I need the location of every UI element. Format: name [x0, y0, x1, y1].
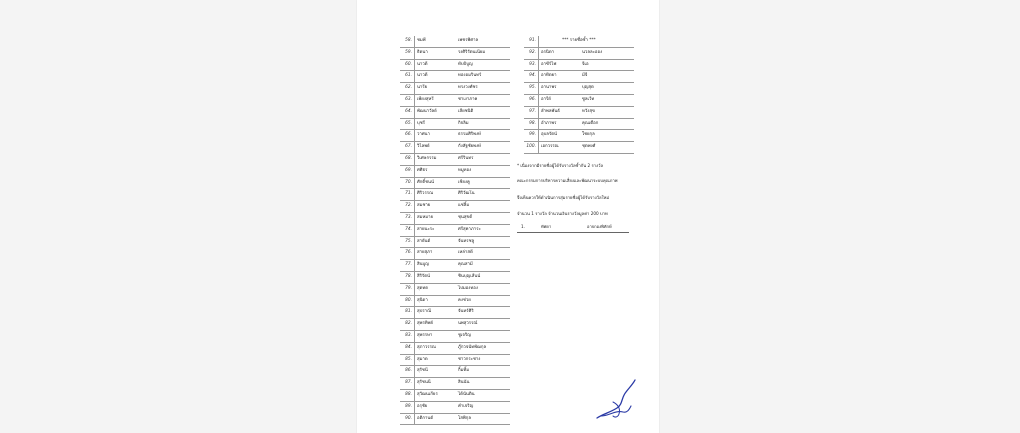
- left-name-list: [400, 36, 510, 425]
- first-name: สุภาวรรณ: [417, 344, 436, 350]
- first-name: สุพรทิพย์: [417, 321, 433, 327]
- first-name: สุรัชนี: [417, 368, 428, 374]
- last-name: เชียงคู: [458, 179, 470, 185]
- first-name: อรนิดา: [541, 49, 555, 55]
- first-name: อรุชัย: [417, 403, 428, 409]
- first-name: สายสุภา: [417, 250, 433, 256]
- table-row: [524, 107, 634, 119]
- table-row: [524, 48, 634, 60]
- first-name: วิเศษกรรม: [417, 155, 437, 161]
- table-row: [400, 213, 510, 225]
- first-name: เอกวรรณ: [541, 144, 559, 150]
- table-row: [400, 378, 510, 390]
- note-line-1: * เนื่องจากมีรายชื่อผู้ได้รับรางวัลซ้ำกัน 2 รางวัล: [517, 163, 604, 168]
- row-divider: [414, 48, 415, 59]
- list-header-row: [524, 36, 634, 48]
- table-row: [400, 248, 510, 260]
- table-row: [400, 296, 510, 308]
- table-row: [400, 71, 510, 83]
- last-name: ได้นันติน: [458, 391, 475, 397]
- row-divider: [538, 48, 539, 59]
- table-row: [400, 366, 510, 378]
- last-name: เหล่าสดี: [458, 250, 473, 256]
- last-name: กิ้มทิ้ม: [458, 368, 470, 374]
- last-name: คุณสามี: [458, 262, 473, 268]
- row-number: 68.: [405, 155, 412, 161]
- first-name: นาวดี: [417, 73, 428, 79]
- row-divider: [414, 390, 415, 401]
- table-row: [400, 260, 510, 272]
- first-name: สุพรรษา: [417, 332, 433, 338]
- row-divider: [414, 366, 415, 377]
- table-row: [400, 95, 510, 107]
- row-number: 60.: [405, 61, 412, 67]
- last-name: รงศิริรัตนเนียม: [458, 49, 486, 55]
- table-row: [400, 331, 510, 343]
- first-name: วิไลพย์: [417, 144, 430, 150]
- table-row: [400, 307, 510, 319]
- table-row: [400, 60, 510, 72]
- signature-image: [593, 378, 639, 422]
- row-divider: [538, 95, 539, 106]
- table-row: [400, 48, 510, 60]
- row-number: 82.: [405, 321, 412, 327]
- first-name: อุบลรัตน์: [541, 132, 557, 138]
- table-row: [400, 355, 510, 367]
- table-row: [400, 284, 510, 296]
- row-divider: [538, 83, 539, 94]
- row-divider: [414, 237, 415, 248]
- row-divider: [538, 130, 539, 141]
- row-number: 89.: [405, 403, 412, 409]
- row-divider: [414, 166, 415, 177]
- table-row: [400, 119, 510, 131]
- row-number: 72.: [405, 203, 412, 209]
- row-number: 69.: [405, 167, 412, 173]
- row-number: 76.: [405, 250, 412, 256]
- last-name: ใชยกุล: [582, 132, 595, 138]
- table-row: [400, 166, 510, 178]
- table-row: [400, 201, 510, 213]
- winner-number: 1.: [521, 224, 525, 229]
- first-name: สุปราณี: [417, 309, 432, 315]
- duplicate-header: *** รายชื่อซ้ำ ***: [562, 38, 596, 43]
- row-number: 80.: [405, 297, 412, 303]
- last-name: มีจี: [582, 73, 588, 79]
- first-name: สิริรัตน์: [417, 273, 430, 279]
- first-name: พัฒนาวัลย์: [417, 108, 437, 114]
- last-name: ธรรมศิริพงษ์: [458, 132, 481, 138]
- last-name: ศรีรินทร: [458, 155, 474, 161]
- first-name: ฮำพลพันธ์: [541, 108, 560, 114]
- row-number: 78.: [405, 273, 412, 279]
- row-number: 58.: [405, 38, 412, 43]
- first-name: บุชรี: [417, 120, 425, 126]
- row-number: 64.: [405, 108, 412, 114]
- row-number: 97.: [529, 108, 536, 114]
- row-divider: [538, 119, 539, 130]
- table-row: [524, 142, 634, 154]
- row-divider: [414, 296, 415, 307]
- row-divider: [414, 378, 415, 389]
- row-divider: [414, 355, 415, 366]
- row-divider: [538, 142, 539, 153]
- row-number: 74.: [405, 226, 412, 232]
- row-divider: [538, 60, 539, 71]
- row-number: 63.: [405, 96, 412, 102]
- row-number: 93.: [529, 61, 536, 67]
- row-divider: [414, 154, 415, 165]
- row-divider: [414, 201, 415, 212]
- row-divider: [414, 95, 415, 106]
- first-name: ศักดิ์ชนน์: [417, 179, 434, 185]
- row-divider: [414, 331, 415, 342]
- row-number: 95.: [529, 85, 536, 91]
- last-name: เพชรพิศาล: [458, 38, 479, 43]
- row-number: 61.: [405, 73, 412, 79]
- table-row: [400, 272, 510, 284]
- table-row: [524, 71, 634, 83]
- first-name: สุนิดา: [417, 297, 428, 303]
- first-name: สุรัชนนี: [417, 380, 431, 386]
- last-name: สินนัน: [458, 380, 470, 386]
- table-row: [400, 130, 510, 142]
- table-row: [400, 178, 510, 190]
- row-divider: [414, 83, 415, 94]
- row-divider: [414, 248, 415, 259]
- last-name: นวลละออง: [582, 49, 603, 55]
- first-name: อำภาพร: [541, 120, 557, 126]
- first-name: อาทิตยา: [541, 73, 557, 79]
- row-number: 66.: [405, 132, 412, 138]
- row-divider: [414, 307, 415, 318]
- first-name: ศิริวรรณ: [417, 191, 434, 197]
- first-name: ธิดนา: [417, 49, 428, 55]
- first-name: นารีย: [417, 85, 428, 91]
- row-divider: [414, 71, 415, 82]
- row-number: 94.: [529, 73, 536, 79]
- last-name: จันทร์ศิริ: [458, 309, 474, 315]
- row-number: 79.: [405, 285, 412, 291]
- note-line-2: คณะกรรมการบริหารความเสี่ยงและพัฒนาระบบคุณภาพ: [517, 178, 618, 183]
- table-row: [524, 60, 634, 72]
- table-row: [400, 107, 510, 119]
- row-divider: [414, 225, 415, 236]
- row-divider: [538, 36, 539, 47]
- last-name: ซูลเว้ท: [582, 96, 595, 102]
- first-name: เพียงสุหรี: [417, 96, 434, 102]
- last-name: หมูทอง: [458, 167, 472, 173]
- winner-first-name: ทัศดา: [541, 224, 552, 229]
- row-divider: [414, 60, 415, 71]
- row-divider: [414, 189, 415, 200]
- first-name: สุมาด: [417, 356, 428, 362]
- table-row: [400, 390, 510, 402]
- table-row: [400, 142, 510, 154]
- first-name: ชมพี: [417, 38, 426, 43]
- row-number: 73.: [405, 214, 412, 220]
- row-divider: [538, 107, 539, 118]
- last-name: ชาเงาภาค: [458, 96, 478, 102]
- first-name: สมชาย: [417, 203, 431, 209]
- row-number: 65.: [405, 120, 412, 126]
- last-name: ภู๊กวจนัทพัฒกุล: [458, 344, 487, 350]
- last-name: นพสุวรรณ์: [458, 321, 478, 327]
- row-number: 71.: [405, 191, 412, 197]
- last-name: คุณเดือก: [582, 120, 599, 126]
- row-divider: [414, 213, 415, 224]
- row-divider: [414, 414, 415, 425]
- row-number: 75.: [405, 238, 412, 244]
- first-name: วาศนา: [417, 132, 430, 138]
- row-divider: [414, 260, 415, 271]
- last-name: โสพิกุล: [458, 415, 471, 421]
- table-row: [400, 189, 510, 201]
- last-name: บุญสุต: [582, 85, 594, 91]
- row-divider: [538, 71, 539, 82]
- last-name: ศรีสุคาภาระ: [458, 226, 481, 232]
- last-name: แซ่ลิ้ม: [458, 203, 470, 209]
- last-name: คำเจริญ: [458, 403, 474, 409]
- first-name: นาวดี: [417, 61, 428, 67]
- right-rows: [524, 48, 634, 154]
- table-row: [524, 95, 634, 107]
- table-row: [400, 414, 510, 426]
- row-divider: [414, 107, 415, 118]
- row-divider: [414, 178, 415, 189]
- row-number: 98.: [529, 120, 536, 126]
- table-row: [524, 119, 634, 131]
- last-name: ศิริวัฒโน: [458, 191, 475, 197]
- winner-row: [517, 222, 629, 233]
- last-name: ทับบิบูญ: [458, 61, 473, 67]
- row-divider: [414, 343, 415, 354]
- row-number: 59.: [405, 49, 412, 55]
- last-name: ชินบุญเส้นน์: [458, 273, 481, 279]
- row-number: 67.: [405, 144, 412, 150]
- last-name: ชูเจริญ: [458, 332, 471, 338]
- table-row: [400, 225, 510, 237]
- first-name: สุดทด: [417, 285, 429, 291]
- note-line-4: จำนวน 1 รางวัล จำนวนเงินรางวัลมูลค่า 200 บาท: [517, 211, 608, 216]
- last-name: จันทรชลู: [458, 238, 475, 244]
- row-number: 83.: [405, 332, 412, 338]
- row-number: 87.: [405, 380, 412, 386]
- row-number: 62.: [405, 85, 412, 91]
- table-row: [400, 83, 510, 95]
- row-number: 81.: [405, 309, 412, 315]
- row-divider: [414, 272, 415, 283]
- document-page: [357, 0, 659, 433]
- first-name: สินบูญ: [417, 262, 429, 268]
- first-name: ศศิธร: [417, 167, 428, 173]
- last-name: เสียชนิติ: [458, 108, 474, 114]
- row-number: 92.: [529, 49, 536, 55]
- last-name: ชาวกระชาง: [458, 356, 481, 362]
- row-divider: [414, 319, 415, 330]
- note-line-3: จึงเห็นควรให้ดำเนินการสุ่มรายชื่อผู้ได้รับรางวัลใหม่: [517, 195, 610, 200]
- last-name: คงช่วย: [458, 297, 471, 303]
- last-name: ไปมองทอง: [458, 285, 478, 291]
- row-number: 90.: [405, 415, 412, 421]
- table-row: [400, 36, 510, 48]
- first-name: อารีย์: [541, 96, 551, 102]
- table-row: [400, 319, 510, 331]
- last-name: กิจลิม: [458, 120, 469, 126]
- first-name: สุวัฒนเกียร: [417, 391, 438, 397]
- winner-last-name: อาจกองพิทักษ์: [587, 224, 612, 229]
- row-divider: [414, 36, 415, 47]
- row-number: 88.: [405, 391, 412, 397]
- table-row: [400, 343, 510, 355]
- row-divider: [414, 402, 415, 413]
- last-name: ชุนสุขดี: [458, 214, 473, 220]
- row-number: 84.: [405, 344, 412, 350]
- row-number: 100.: [526, 144, 536, 150]
- row-number: 91.: [529, 38, 536, 43]
- right-name-list: [524, 36, 634, 154]
- last-name: ทรงวงศ์ชร: [458, 85, 478, 91]
- last-name: จีเอ: [582, 61, 589, 67]
- row-number: 70.: [405, 179, 412, 185]
- row-divider: [414, 119, 415, 130]
- row-divider: [414, 284, 415, 295]
- last-name: ทองอมรินทร์: [458, 73, 482, 79]
- row-divider: [414, 130, 415, 141]
- last-name: ชุตพงศ์: [582, 144, 596, 150]
- row-number: 86.: [405, 368, 412, 374]
- first-name: อาซีร์ไฟ: [541, 61, 557, 67]
- first-name: สายันต์: [417, 238, 431, 244]
- last-name: กังสัฐชัยพงษ์: [458, 144, 481, 150]
- row-number: 77.: [405, 262, 412, 268]
- first-name: อานาพร: [541, 85, 557, 91]
- first-name: สายนะระ: [417, 226, 435, 232]
- table-row: [524, 130, 634, 142]
- first-name: สมหมาย: [417, 214, 434, 220]
- first-name: อติกานต์: [417, 415, 434, 421]
- row-divider: [414, 142, 415, 153]
- row-number: 99.: [529, 132, 536, 138]
- table-row: [400, 402, 510, 414]
- table-row: [400, 154, 510, 166]
- row-number: 96.: [529, 96, 536, 102]
- row-number: 85.: [405, 356, 412, 362]
- table-row: [400, 237, 510, 249]
- table-row: [524, 83, 634, 95]
- last-name: หวังสุข: [582, 108, 595, 114]
